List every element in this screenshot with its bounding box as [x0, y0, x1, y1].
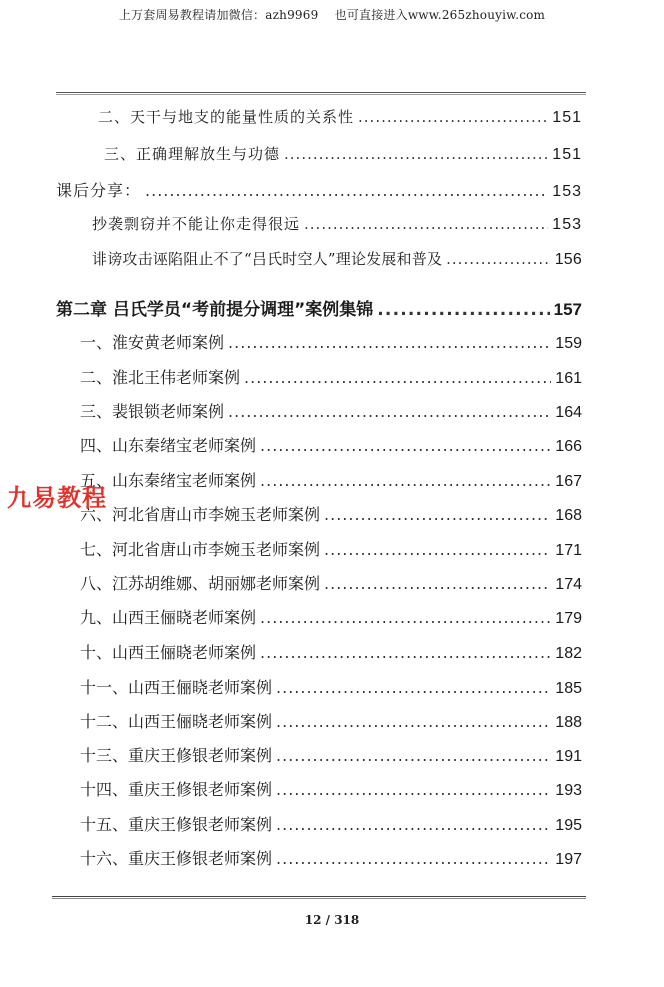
- toc-entry-label: 五、山东秦绪宝老师案例: [80, 471, 257, 490]
- leader-dots: [446, 250, 551, 268]
- toc-entry[interactable]: [104, 143, 582, 164]
- leader-dots: [260, 471, 551, 490]
- toc-entry-label: 三、正确理解放生与功德: [104, 145, 281, 163]
- toc-entry-label: 十六、重庆王修银老师案例: [80, 849, 273, 868]
- toc-case-entry[interactable]: [80, 399, 582, 422]
- bottom-rule: [52, 896, 586, 897]
- toc-entry-label: 二、淮北王伟老师案例: [80, 368, 241, 387]
- toc-entry-page: 159: [555, 335, 582, 352]
- leader-dots: [304, 215, 548, 233]
- leader-dots: [260, 643, 551, 662]
- toc-entry-page: 161: [555, 370, 582, 387]
- toc-entry-page: 185: [555, 680, 582, 697]
- toc-entry-label: 十一、山西王俪晓老师案例: [80, 678, 273, 697]
- toc-case-entry[interactable]: [80, 433, 582, 456]
- toc-entry-page: 171: [555, 542, 582, 559]
- leader-dots: [324, 540, 551, 559]
- toc-entry-page: 151: [552, 146, 582, 163]
- toc-case-entry[interactable]: [80, 330, 582, 353]
- toc-entry-label: 十、山西王俪晓老师案例: [80, 643, 257, 662]
- leader-dots: [276, 815, 551, 834]
- toc-chapter-label: 第二章 吕氏学员“考前提分调理”案例集锦: [56, 300, 374, 320]
- leader-dots: [377, 300, 549, 320]
- leader-dots: [324, 505, 551, 524]
- leader-dots: [228, 333, 551, 352]
- toc-chapter-heading[interactable]: [56, 295, 582, 320]
- toc-entry-label: 十四、重庆王修银老师案例: [80, 780, 273, 799]
- toc-entry-page: 193: [555, 782, 582, 799]
- toc-entry-page: 191: [555, 748, 582, 765]
- toc-case-entry[interactable]: [80, 502, 582, 525]
- page-indicator: 12 / 318: [304, 913, 360, 927]
- leader-dots: [276, 780, 551, 799]
- toc-entry-page: 168: [555, 507, 582, 524]
- toc-entry-label: 十三、重庆王修银老师案例: [80, 746, 273, 765]
- toc-entry-page: 167: [555, 473, 582, 490]
- toc-entry-page: 164: [555, 404, 582, 421]
- toc-entry-label: 课后分享：: [56, 181, 142, 200]
- toc-entry-label: 八、江苏胡维娜、胡丽娜老师案例: [80, 574, 321, 593]
- toc-entry-label: 二、天干与地支的能量性质的关系性: [98, 108, 355, 126]
- toc-entry-share[interactable]: [56, 178, 582, 201]
- toc-entry-label: 七、河北省唐山市李婉玉老师案例: [80, 540, 321, 559]
- leader-dots: [260, 608, 551, 627]
- page-header: 上万套周易教程请加微信：azh9969 也可直接进入www.265zhouyiw.com: [118, 8, 546, 22]
- toc-entry-page: 182: [555, 645, 582, 662]
- toc-entry-label: 诽谤攻击诬陷阻止不了“吕氏时空人”理论发展和普及: [92, 250, 443, 268]
- toc-entry-label: 抄袭剽窃并不能让你走得很远: [92, 215, 301, 233]
- leader-dots: [260, 436, 551, 455]
- leader-dots: [244, 368, 551, 387]
- toc-entry-page: 151: [552, 109, 582, 126]
- toc-case-entry[interactable]: [80, 709, 582, 732]
- leader-dots: [276, 746, 551, 765]
- toc-case-entry[interactable]: [80, 640, 582, 663]
- toc-entry-page: 166: [555, 438, 582, 455]
- leader-dots: [358, 108, 548, 126]
- toc-entry-label: 十五、重庆王修银老师案例: [80, 815, 273, 834]
- leader-dots: [276, 712, 551, 731]
- toc-case-entry[interactable]: [80, 846, 582, 869]
- toc-entry-label: 十二、山西王俪晓老师案例: [80, 712, 273, 731]
- toc-entry-label: 九、山西王俪晓老师案例: [80, 608, 257, 627]
- leader-dots: [276, 849, 551, 868]
- toc-entry-page: 197: [555, 851, 582, 868]
- toc-case-entry[interactable]: [80, 605, 582, 628]
- toc-entry[interactable]: [98, 106, 582, 127]
- toc-entry-label: 三、裴银锁老师案例: [80, 402, 225, 421]
- toc-entry-page: 174: [555, 576, 582, 593]
- toc-entry-label: 六、河北省唐山市李婉玉老师案例: [80, 505, 321, 524]
- toc-entry-label: 一、淮安黄老师案例: [80, 333, 225, 352]
- toc-entry-page: 195: [555, 817, 582, 834]
- toc-case-entry[interactable]: [80, 468, 582, 491]
- toc-entry-page: 156: [554, 251, 582, 268]
- leader-dots: [324, 574, 551, 593]
- toc-case-entry[interactable]: [80, 777, 582, 800]
- toc-case-entry[interactable]: [80, 571, 582, 594]
- toc-entry-page: 153: [552, 183, 582, 200]
- toc-entry[interactable]: [92, 213, 582, 234]
- toc-case-entry[interactable]: [80, 812, 582, 835]
- watermark-logo: 九易教程: [7, 484, 107, 512]
- leader-dots: [276, 678, 551, 697]
- bottom-rule-secondary: [52, 898, 586, 899]
- leader-dots: [145, 181, 548, 200]
- toc-case-entry[interactable]: [80, 675, 582, 698]
- toc-entry[interactable]: [92, 248, 582, 269]
- toc-case-entry[interactable]: [80, 537, 582, 560]
- toc-chapter-page: 157: [553, 300, 582, 319]
- leader-dots: [228, 402, 551, 421]
- toc-entry-page: 179: [555, 610, 582, 627]
- leader-dots: [284, 145, 548, 163]
- toc-entry-page: 153: [552, 216, 582, 233]
- toc-entry-label: 四、山东秦绪宝老师案例: [80, 436, 257, 455]
- toc-case-entry[interactable]: [80, 743, 582, 766]
- toc-entry-page: 188: [555, 714, 582, 731]
- toc-case-entry[interactable]: [80, 365, 582, 388]
